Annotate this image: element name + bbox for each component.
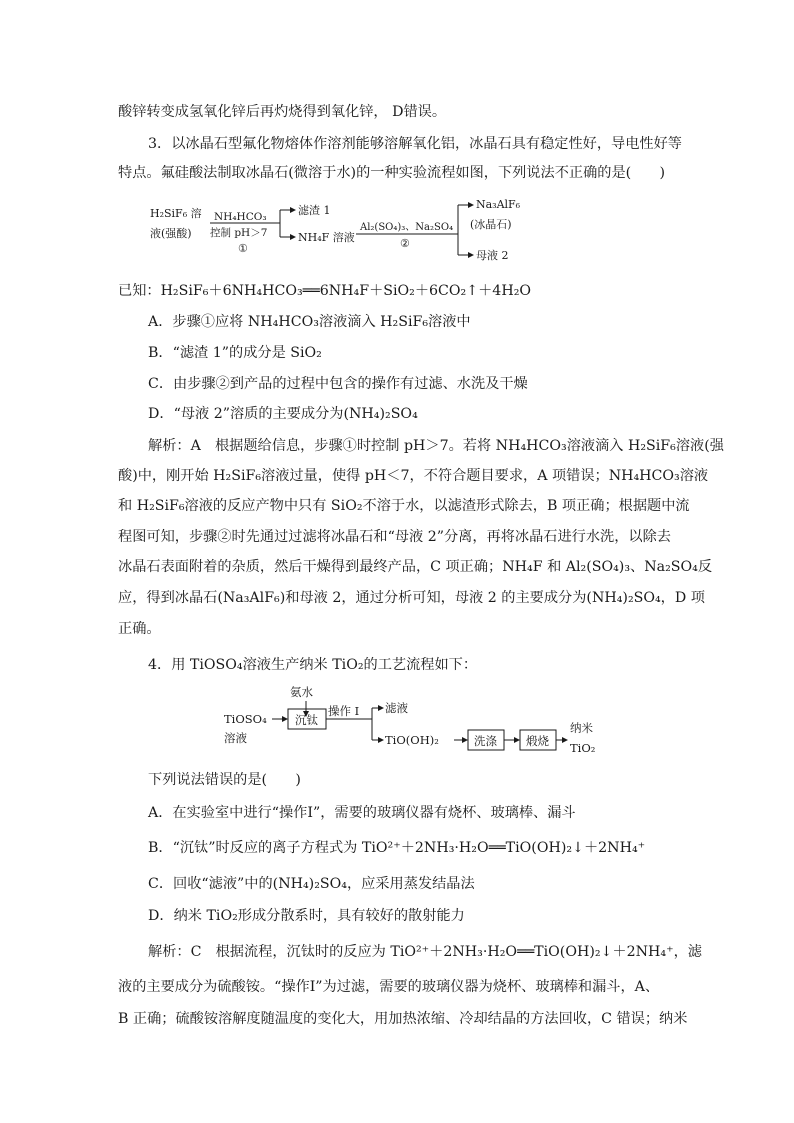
- diagram2-solid: TiO(OH)₂: [385, 733, 439, 747]
- diagram2-product: 纳米: [570, 721, 593, 735]
- option-d: D．“母液 2”溶质的主要成分为(NH₄)₂SO₄: [148, 406, 418, 422]
- diagram2-reagent: 氨水: [290, 685, 313, 699]
- diagram1-start: H₂SiF₆ 溶: [150, 207, 202, 220]
- diagram2-arrowhead: [514, 737, 520, 743]
- given-equation: 已知：H₂SiF₆＋6NH₄HCO₃══6NH₄F＋SiO₂＋6CO₂↑＋4H₂O: [118, 283, 532, 299]
- diagram2-box2-label: 洗涤: [474, 734, 497, 748]
- diagram1-mother-liquor: 母液 2: [476, 249, 509, 262]
- diagram1-residue: 滤渣 1: [298, 204, 331, 217]
- text-line: 酸锌转变成氢氧化锌后再灼烧得到氧化锌， D错误。: [118, 104, 447, 120]
- text-line: 特点。氟硅酸法制取冰晶石(微溶于水)的一种实验流程如图，下列说法不正确的是( ): [118, 165, 666, 181]
- diagram2-arrowhead: [378, 705, 384, 711]
- diagram1-intermediate: NH₄F 溶液: [298, 231, 355, 244]
- option-c: C．由步骤②到产品的过程中包含的操作有过滤、水洗及干燥: [148, 376, 528, 392]
- analysis-3: 冰晶石表面附着的杂质，然后干燥得到最终产品，C 项正确；NH₄F 和 Al₂(SO₄)₃、Na₂SO₄反: [118, 559, 713, 575]
- diagram2-start: 溶液: [224, 731, 247, 745]
- diagram1-arrowhead: [290, 207, 296, 213]
- diagram1-step2: ②: [400, 237, 410, 250]
- option-b: B．“滤渣 1”的成分是 SiO₂: [148, 345, 322, 361]
- analysis-3: 解析：A 根据题给信息，步骤①时控制 pH＞7。若将 NH₄HCO₃溶液滴入 H₂SiF₆溶液(强: [148, 438, 724, 454]
- diagram2-arrowhead: [282, 716, 288, 722]
- option-d: D．纳米 TiO₂形成分散系时，具有较好的散射能力: [148, 908, 465, 924]
- diagram2-operation: 操作 Ⅰ: [328, 704, 360, 718]
- analysis-4: 解析：C 根据流程，沉钛时的反应为 TiO²⁺＋2NH₃·H₂O══TiO(OH)₂↓＋2NH₄⁺，滤: [148, 944, 702, 960]
- diagram2-arrowhead: [378, 737, 384, 743]
- analysis-4: B 正确；硫酸铵溶解度随温度的变化大，用加热浓缩、冷却结晶的方法回收，C 错误；纳米: [118, 1011, 688, 1027]
- option-c: C．回收“滤液”中的(NH₄)₂SO₄，应采用蒸发结晶法: [148, 876, 475, 892]
- diagram1-product: Na₃AlF₆: [476, 198, 521, 211]
- diagram1-start: 液(强酸): [150, 227, 192, 240]
- diagram2-box3-label: 煅烧: [526, 734, 549, 748]
- diagram1-condition: 控制 pH＞7: [210, 227, 268, 239]
- analysis-4: 液的主要成分为硫酸铵。“操作Ⅰ”为过滤，需要的玻璃仪器为烧杯、玻璃棒和漏斗，A、: [118, 979, 660, 995]
- question-4-prompt: 下列说法错误的是( ): [148, 772, 301, 788]
- diagram1-arrowhead: [468, 252, 474, 258]
- flow-diagram-cryolite: [140, 192, 540, 268]
- diagram2-filtrate: 滤液: [385, 701, 408, 715]
- analysis-3: 程图可知，步骤②时先通过过滤将冰晶石和“母液 2”分离，再将冰晶石进行水洗，以除去: [118, 529, 671, 545]
- diagram1-reagent: NH₄HCO₃: [214, 211, 267, 223]
- analysis-3: 应，得到冰晶石(Na₃AlF₆)和母液 2，通过分析可知，母液 2 的主要成分为(NH₄)₂SO₄，D 项: [118, 590, 705, 606]
- option-a: A．在实验室中进行“操作Ⅰ”，需要的玻璃仪器有烧杯、玻璃棒、漏斗: [148, 805, 576, 821]
- question-4-stem: 4．用 TiOSO₄溶液生产纳米 TiO₂的工艺流程如下：: [148, 657, 478, 673]
- analysis-3: 和 H₂SiF₆溶液的反应产物中只有 SiO₂不溶于水，以滤渣形式除去，B 项正确；根据题中流: [118, 498, 690, 514]
- diagram1-reagent2: Al₂(SO₄)₃、Na₂SO₄: [360, 222, 454, 233]
- option-b: B．“沉钛”时反应的离子方程式为 TiO²⁺＋2NH₃·H₂O══TiO(OH)₂↓＋2NH₄⁺: [148, 840, 646, 856]
- diagram2-product: TiO₂: [570, 741, 596, 755]
- option-a: A．步骤①应将 NH₄HCO₃溶液滴入 H₂SiF₆溶液中: [148, 314, 471, 330]
- diagram2-arrowhead: [462, 737, 468, 743]
- diagram2-box1-label: 沉钛: [295, 713, 318, 727]
- diagram2-arrowhead: [562, 737, 568, 743]
- flow-diagram-tio2: [222, 680, 612, 760]
- diagram1-arrowhead: [468, 202, 474, 208]
- diagram2-start: TiOSO₄: [224, 712, 267, 726]
- analysis-3: 正确。: [118, 621, 161, 637]
- diagram1-product: (冰晶石): [470, 218, 512, 231]
- diagram1-step1: ①: [238, 242, 248, 255]
- diagram1-arrowhead: [290, 234, 296, 240]
- analysis-3: 酸)中，刚开始 H₂SiF₆溶液过量，使得 pH＜7，不符合题目要求，A 项错误；NH₄HCO₃溶液: [118, 468, 709, 484]
- question-3-stem: 3．以冰晶石型氟化物熔体作溶剂能够溶解氧化铝，冰晶石具有稳定性好，导电性好等: [148, 136, 682, 152]
